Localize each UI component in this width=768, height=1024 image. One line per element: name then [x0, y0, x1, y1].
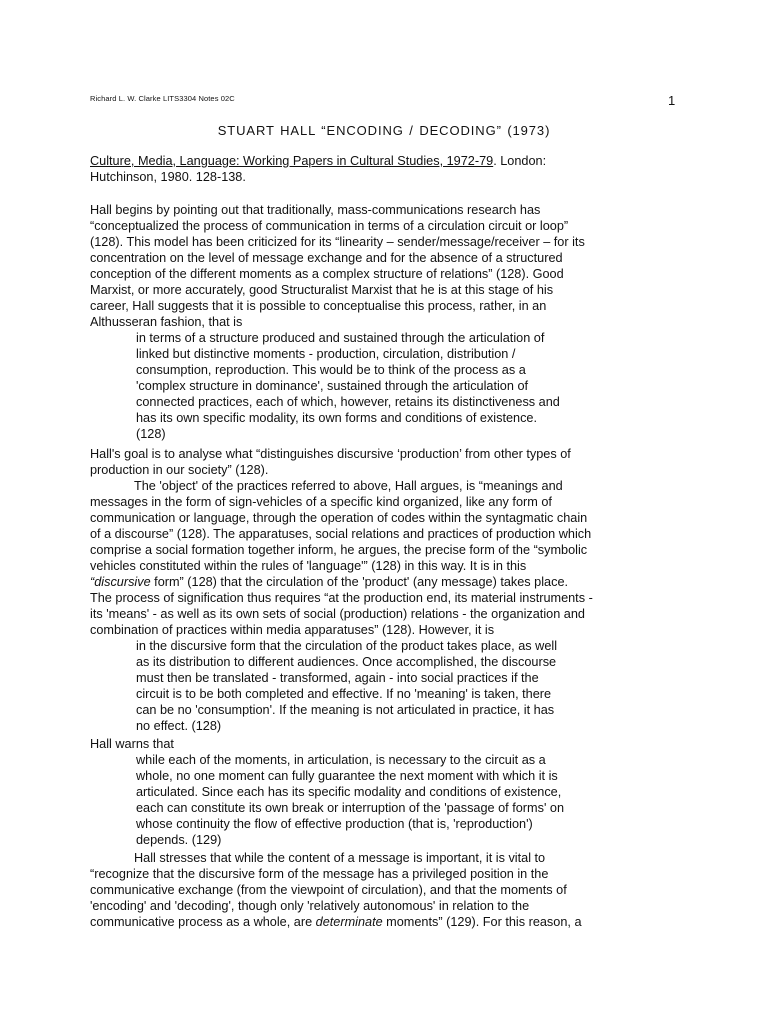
citation-publisher: . London:: [493, 154, 547, 168]
text-line: The 'object' of the practices referred to above, Hall argues, is “meanings and: [134, 479, 563, 493]
paragraph-4: [90, 736, 690, 752]
quote-line: linked but distinctive moments - production, circulation, distribution /: [136, 347, 516, 361]
text-run: moments” (129). For this reason, a: [382, 915, 582, 929]
quote-line: consumption, reproduction. This would be to think of the process as a: [136, 363, 526, 377]
text-line: of a discourse” (128). The apparatuses, social relations and practices of production which: [90, 527, 592, 541]
quote-line: in the discursive form that the circulation of the product takes place, as well: [136, 639, 558, 653]
paragraph-2: [90, 446, 690, 478]
text-run: form” (128) that the circulation of the 'product' (any message) takes place.: [150, 575, 569, 589]
quote-line: each can constitute its own break or interruption of the 'passage of forms' on: [136, 801, 564, 815]
quote-line: in terms of a structure produced and sustained through the articulation of: [136, 331, 545, 345]
text-line: vehicles constituted within the rules of 'language'” (128) in this way. It is in this: [90, 559, 527, 573]
quote-line: 'complex structure in dominance', sustained through the articulation of: [136, 379, 529, 393]
quote-line: circuit is to be both completed and effective. If no 'meaning' is taken, there: [136, 687, 552, 701]
text-line: messages in the form of sign-vehicles of a specific kind organized, like any form of: [90, 495, 552, 509]
quote-line: must then be translated - transformed, again - into social practices if the: [136, 671, 539, 685]
quote-line: connected practices, each of which, however, retains its distinctiveness and: [136, 395, 560, 409]
emphasis-discursive: “discursive: [90, 575, 151, 589]
text-line: concentration on the level of message exchange and for the absence of a structured: [90, 251, 563, 265]
text-line: comprise a social formation together inform, he argues, the precise form of the “symbolic: [90, 543, 588, 557]
quote-line: can be no 'consumption'. If the meaning is not articulated in practice, it has: [136, 703, 555, 717]
text-line: “recognize that the discursive form of the message has a privileged position in the: [90, 867, 549, 881]
paragraph-1: [90, 202, 690, 330]
text-line: conception of the different moments as a complex structure of relations” (128). Good: [90, 267, 564, 281]
quote-line: whose continuity the flow of effective production (that is, 'reproduction'): [136, 817, 533, 831]
text-line: 'encoding' and 'decoding', though only 'relatively autonomous' in relation to the: [90, 899, 530, 913]
block-quote-3: [90, 752, 690, 848]
quote-line: depends. (129): [136, 833, 222, 847]
quote-line: while each of the moments, in articulation, is necessary to the circuit as a: [136, 753, 546, 767]
text-line: Althusseran fashion, that is: [90, 315, 243, 329]
text-line: Hall's goal is to analyse what “distinguishes discursive ‘production’ from other types of: [90, 447, 571, 461]
running-header: Richard L. W. Clarke LITS3304 Notes 02C: [90, 94, 235, 103]
text-line: Hall stresses that while the content of a message is important, it is vital to: [134, 851, 546, 865]
text-line: Hall warns that: [90, 737, 174, 751]
paragraph-5: [90, 850, 690, 930]
text-line: [90, 574, 690, 590]
paragraph-3: [90, 478, 690, 638]
text-line: production in our society” (128).: [90, 463, 269, 477]
citation-title: Culture, Media, Language: Working Papers in Cultural Studies, 1972-79: [90, 154, 494, 168]
text-line: communicative exchange (from the viewpoint of circulation), and that the moments of: [90, 883, 567, 897]
text-line: communication or language, through the operation of codes within the syntagmatic chain: [90, 511, 588, 525]
citation-line-1: [90, 153, 690, 169]
text-line: “conceptualized the process of communication in terms of a circulation circuit or loop”: [90, 219, 569, 233]
text-run: communicative process as a whole, are: [90, 915, 316, 929]
quote-line: no effect. (128): [136, 719, 222, 733]
document-body: [90, 153, 690, 930]
text-line: (128). This model has been criticized for its “linearity – sender/message/receiver – for its: [90, 235, 585, 249]
text-line: its 'means' - as well as its own sets of social (production) relations - the organization and: [90, 607, 585, 621]
text-line: Marxist, or more accurately, good Structuralist Marxist that he is at this stage of his: [90, 283, 554, 297]
text-line: combination of practices within media apparatuses” (128). However, it is: [90, 623, 495, 637]
citation: [90, 153, 690, 185]
emphasis-determinate: determinate: [315, 915, 383, 929]
text-line: career, Hall suggests that it is possible to conceptualise this process, rather, in an: [90, 299, 547, 313]
quote-line: articulated. Since each has its specific modality and conditions of existence,: [136, 785, 562, 799]
citation-line-2: Hutchinson, 1980. 128-138.: [90, 170, 246, 184]
text-line: The process of signification thus requires “at the production end, its material instruments -: [90, 591, 593, 605]
block-quote-1: [90, 330, 690, 442]
text-line: Hall begins by pointing out that traditionally, mass-communications research has: [90, 203, 541, 217]
block-quote-2: [90, 638, 690, 734]
document-title: STUART HALL “ENCODING / DECODING” (1973): [217, 123, 551, 138]
quote-line: as its distribution to different audiences. Once accomplished, the discourse: [136, 655, 557, 669]
quote-line: has its own specific modality, its own forms and conditions of existence.: [136, 411, 538, 425]
quote-line: (128): [136, 427, 166, 441]
text-line: [90, 914, 690, 930]
page-number: 1: [668, 93, 676, 108]
quote-line: whole, no one moment can fully guarantee the next moment with which it is: [136, 769, 558, 783]
